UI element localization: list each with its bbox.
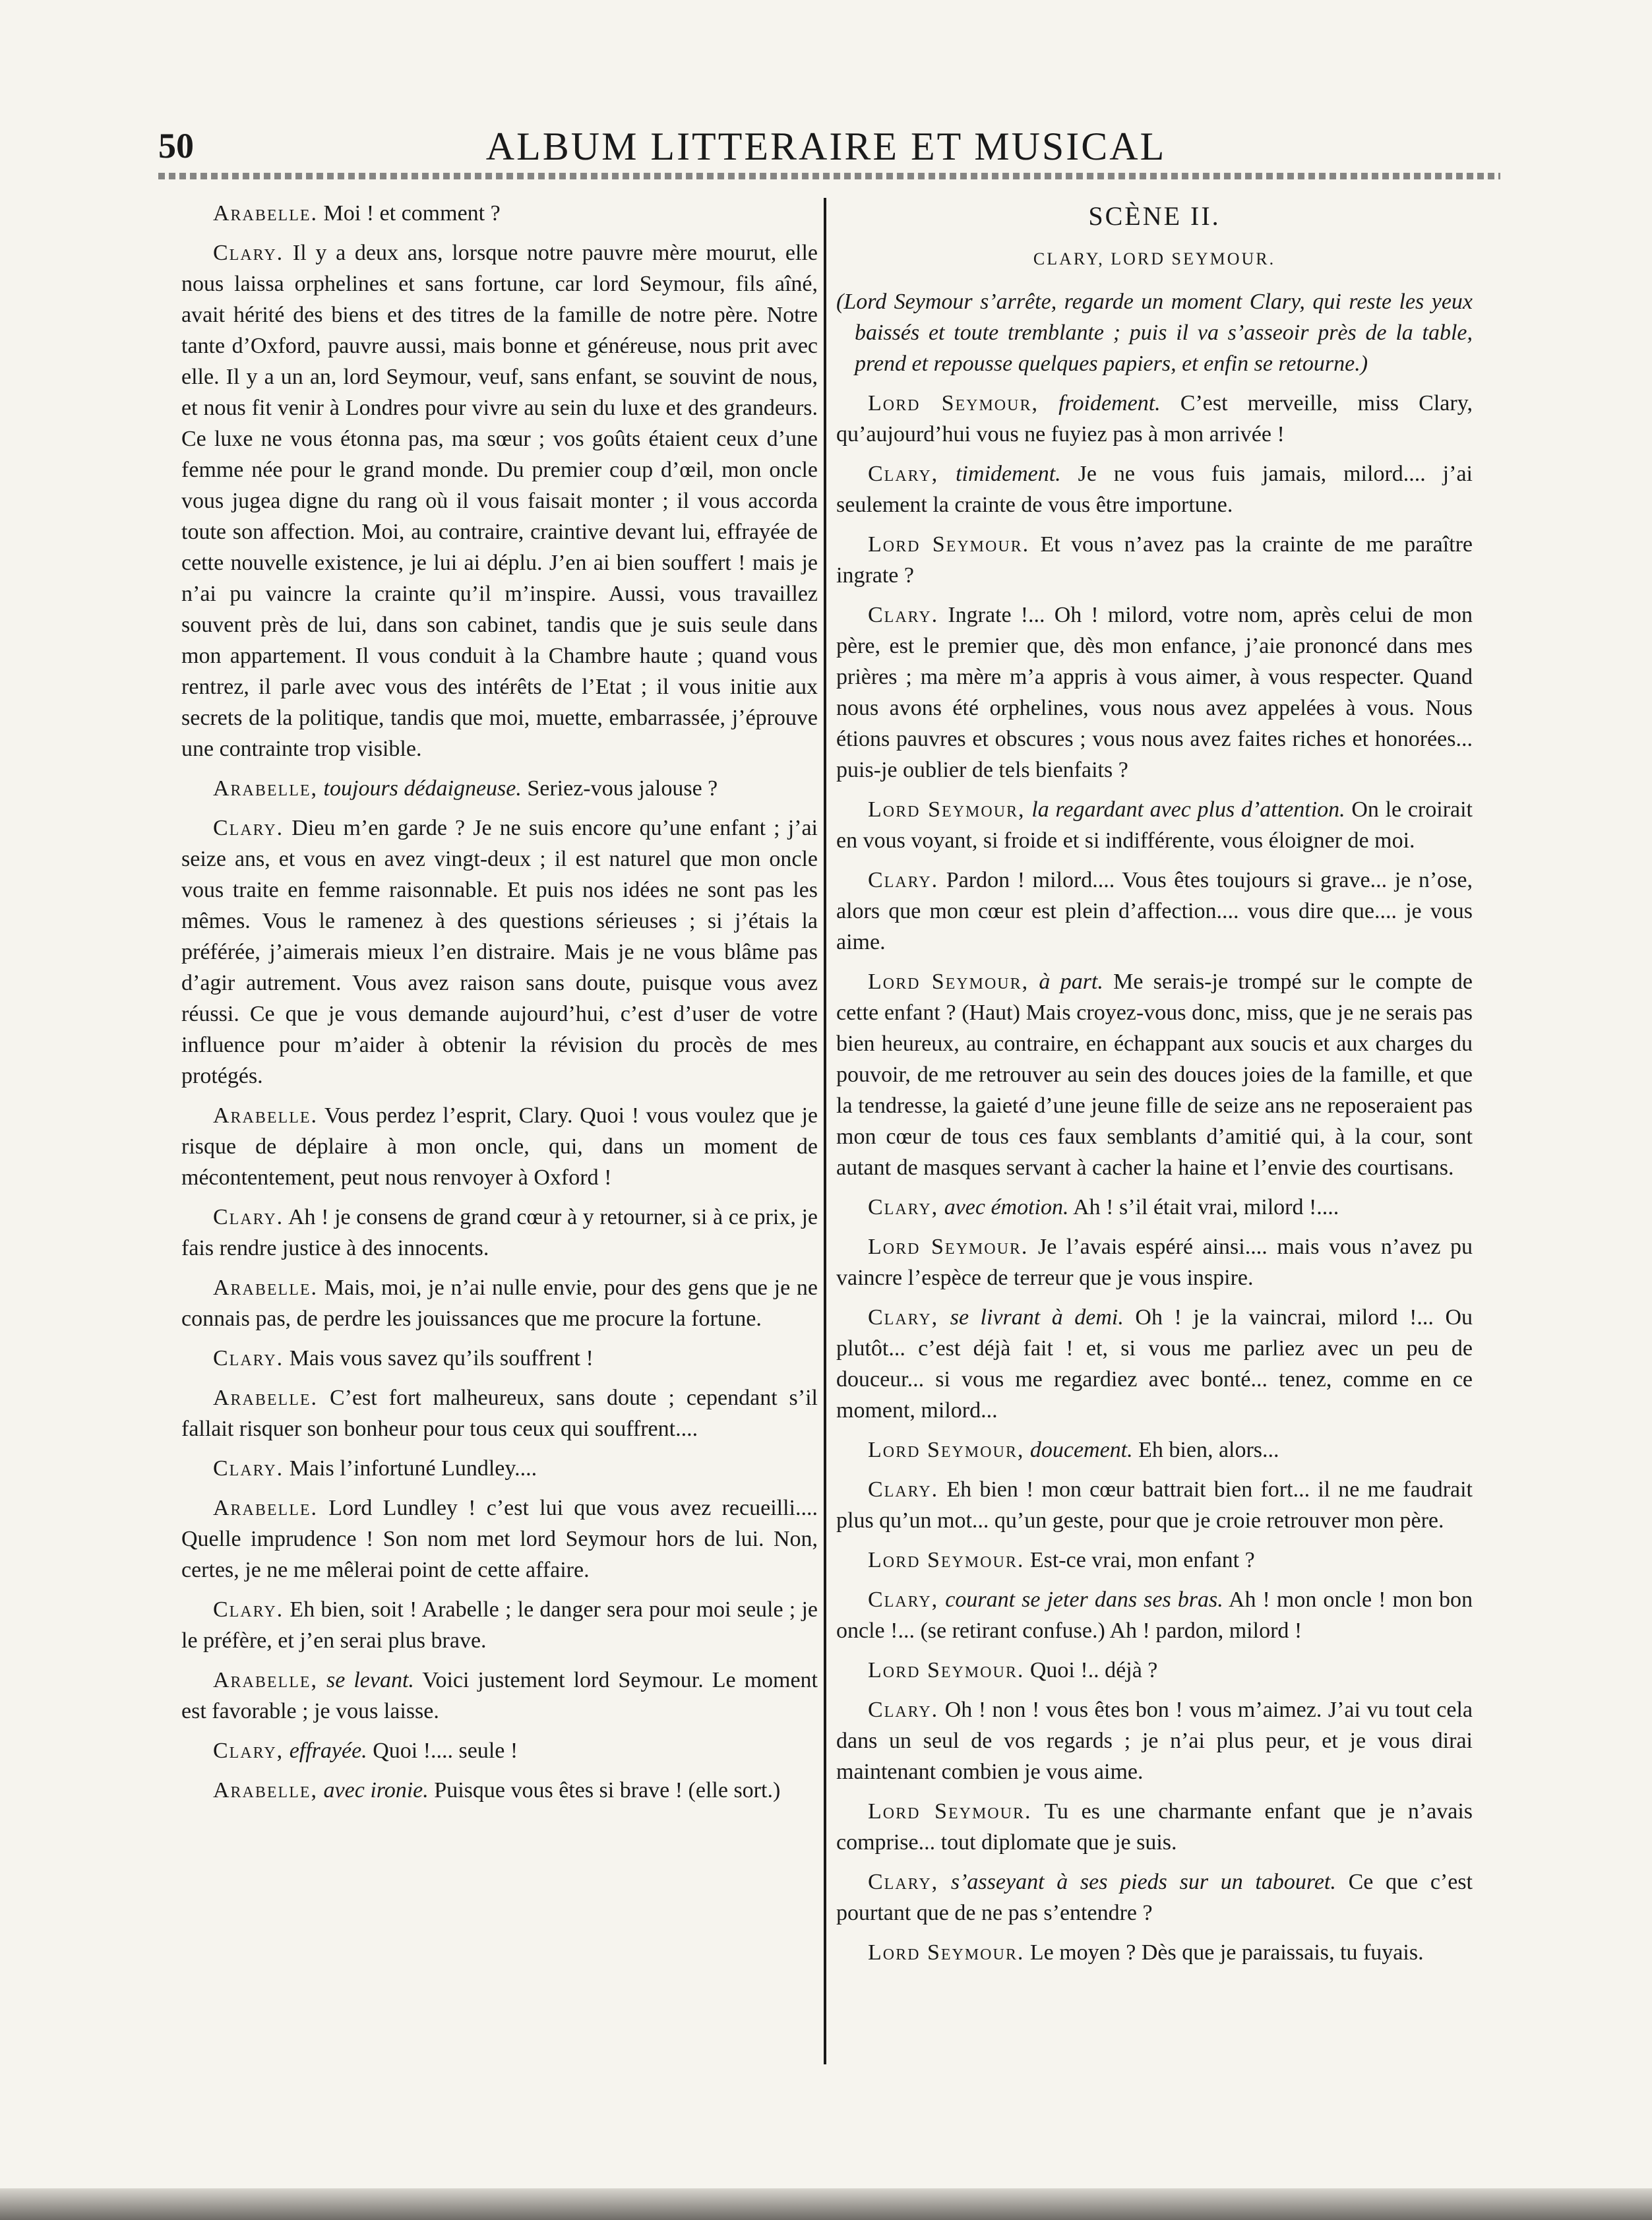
speaker-name: Lord Seymour. (868, 1235, 1029, 1259)
speaker-name: Clary. (213, 1205, 284, 1229)
dialogue-line (836, 794, 1473, 856)
dialogue-line (836, 458, 1473, 520)
stage-note: effrayée. (289, 1739, 367, 1763)
stage-note: courant se jeter dans ses bras. (945, 1588, 1223, 1612)
dialogue-line (836, 1655, 1473, 1686)
speaker-name: Arabelle, (213, 1668, 319, 1692)
dialogue-line (181, 1735, 818, 1766)
line-text: Eh bien ! mon cœur battrait bien fort... il ne me faudrait plus qu’un mot... qu’un geste, pour que je croie retrouver mon père. (836, 1477, 1473, 1533)
line-text: C’est merveille, miss Clary, qu’aujourd’hui vous ne fuyiez pas à mon arrivée ! (836, 391, 1473, 447)
speaker-name: Arabelle, (213, 776, 319, 801)
dialogue-line (836, 1192, 1473, 1223)
stage-note: froidement. (1058, 391, 1161, 416)
stage-direction: (Lord Seymour s’arrête, regarde un moment Clary, qui reste les yeux baissés et toute tremblante ; puis il va s’asseoir près de la table, prend et repousse quelques papiers, et enfin se retourne.) (836, 290, 1473, 376)
dialogue-line (836, 1302, 1473, 1426)
dialogue-line (836, 1584, 1473, 1646)
line-text: Quoi !.. déjà ? (1029, 1658, 1158, 1682)
page-number: 50 (158, 126, 194, 166)
dialogue-line (836, 1866, 1473, 1928)
left-column (181, 198, 818, 1814)
line-text: Le moyen ? Dès que je paraissais, tu fuyais. (1029, 1940, 1424, 1965)
dialogue-line (181, 237, 818, 764)
line-text: C’est fort malheureux, sans doute ; cependant s’il fallait risquer son bonheur pour tous ceux qui souffrent.... (181, 1386, 818, 1441)
speaker-name: Clary, (868, 1870, 939, 1894)
speaker-name: Clary. (213, 816, 284, 840)
line-text: Quoi !.... seule ! (373, 1739, 518, 1763)
dialogue-line (836, 1474, 1473, 1536)
running-title: ALBUM LITTERAIRE ET MUSICAL (485, 125, 1167, 168)
dialogue-line (181, 1202, 818, 1264)
page-bottom-edge (0, 2188, 1652, 2220)
speaker-name: Lord Seymour, (868, 1438, 1025, 1462)
dialogue-line (836, 1545, 1473, 1576)
dialogue-line (181, 1100, 818, 1193)
speaker-name: Clary, (868, 1305, 939, 1330)
line-text: Oh ! non ! vous êtes bon ! vous m’aimez. J’ai vu tout cela dans un seul de vos regards ; je n’ai plus peur, et je vous dirai maintenant combien je vous aime. (836, 1698, 1473, 1784)
line-text: Dieu m’en garde ? Je ne suis encore qu’une enfant ; j’ai seize ans, et vous en avez vingt-deux ; il est naturel que mon oncle vous traite en femme raisonnable. Et puis nos idées ne sont pas les mêmes. Vous le ramenez à des questions sérieuses ; si j’étais la préférée, j’aimerais mieux l’en distraire. Mais je ne vous blâme pas d’agir autrement. Vous avez raison sans doute, puisque vous avez réussi. Ce que je vous demande aujourd’hui, c’est d’user de votre influence pour m’aider à obtenir la révision du procès de mes protégés. (181, 816, 818, 1088)
stage-note: doucement. (1029, 1438, 1133, 1462)
speaker-name: Lord Seymour. (868, 1658, 1025, 1682)
speaker-name: Arabelle. (213, 201, 319, 226)
line-text: Et vous n’avez pas la crainte de me paraître ingrate ? (836, 532, 1473, 588)
speaker-name: Clary, (868, 462, 939, 486)
stage-note: à part. (1039, 970, 1103, 994)
speaker-name: Clary. (213, 241, 284, 265)
dialogue-line (836, 388, 1473, 450)
line-text: Tu es une charmante enfant que je n’avais comprise... tout diplomate que je suis. (836, 1799, 1473, 1855)
speaker-name: Arabelle. (213, 1276, 319, 1300)
right-column (836, 198, 1473, 1977)
line-text: Mais vous savez qu’ils souffrent ! (289, 1346, 594, 1371)
line-text: Me serais-je trompé sur le compte de cette enfant ? (Haut) Mais croyez-vous donc, miss, que je ne serais pas bien heureux, au contraire, en échappant aux soucis et aux charges du pouvoir, de me retrouver au sein des douces joies de la famille, et que la tendresse, la gaieté d’une jeune fille de seize ans ne reposeraient pas mon cœur de tous ces faux semblants d’amitié qui, à la cour, sont autant de masques servant à cacher la haine et l’envie des courtisans. (836, 970, 1473, 1180)
header-rule (158, 173, 1500, 179)
dialogue-line (836, 966, 1473, 1183)
stage-note: toujours dédaigneuse. (323, 776, 522, 801)
speaker-name: Lord Seymour, (868, 797, 1025, 822)
line-text: Pardon ! milord.... Vous êtes toujours si grave... je n’ose, alors que mon cœur est plein d’affection.... vous dire que.... je vous aime. (836, 868, 1473, 954)
line-text: Je l’avais espéré ainsi.... mais vous n’avez pu vaincre l’espèce de terreur que je vous inspire. (836, 1235, 1473, 1290)
dialogue-line (836, 1231, 1473, 1293)
line-text: Ingrate !... Oh ! milord, votre nom, après celui de mon père, est le premier que, dès mon enfance, j’aie prononcé dans mes prières ; ma mère m’a appris à vous aimer, à vous respecter. Quand nous avons été orphelines, vous nous avez appelées à vous. Nous étions pauvres et obscures ; vous nous avez faites riches et honorées... puis-je oublier de tels bienfaits ? (836, 603, 1473, 782)
speaker-name: Lord Seymour. (868, 1940, 1025, 1965)
stage-note: se levant. (326, 1668, 414, 1692)
line-text: Ah ! mon oncle ! mon bon oncle !... (se retirant confuse.) Ah ! pardon, milord ! (836, 1588, 1473, 1643)
column-divider (824, 198, 826, 2064)
line-text: Puisque vous êtes si brave ! (elle sort.) (434, 1778, 781, 1803)
dialogue-line (181, 1775, 818, 1806)
line-text: Ah ! s’il était vrai, milord !.... (1073, 1195, 1339, 1219)
speaker-name: Arabelle, (213, 1778, 319, 1803)
line-text: Ce que c’est pourtant que de ne pas s’entendre ? (836, 1870, 1473, 1925)
dialogue-line (836, 1694, 1473, 1787)
scene-title: SCÈNE II. (1088, 201, 1221, 231)
stage-note: s’asseyant à ses pieds sur un tabouret. (950, 1870, 1336, 1894)
speaker-name: Clary. (213, 1597, 284, 1622)
scene-characters: CLARY, LORD SEYMOUR. (1033, 249, 1276, 268)
speaker-name: Arabelle. (213, 1496, 319, 1520)
speaker-name: Lord Seymour, (868, 391, 1039, 416)
line-text: Seriez-vous jalouse ? (527, 776, 718, 801)
dialogue-line (836, 600, 1473, 786)
line-text: Eh bien, alors... (1138, 1438, 1279, 1462)
stage-note: avec émotion. (944, 1195, 1069, 1219)
dialogue-line (181, 198, 818, 229)
dialogue-line (836, 529, 1473, 591)
line-text: Vous perdez l’esprit, Clary. Quoi ! vous voulez que je risque de déplaire à mon oncle, qui, dans un moment de mécontentement, peut nous renvoyer à Oxford ! (181, 1103, 818, 1190)
line-text: Je ne vous fuis jamais, milord.... j’ai seulement la crainte de vous être importune. (836, 462, 1473, 517)
line-text: Lord Lundley ! c’est lui que vous avez recueilli.... Quelle imprudence ! Son nom met lord Seymour hors de lui. Non, certes, je ne me mêlerai point de cette affaire. (181, 1496, 818, 1582)
dialogue-line (836, 865, 1473, 958)
stage-note: avec ironie. (323, 1778, 429, 1803)
speaker-name: Lord Seymour. (868, 532, 1030, 557)
line-text: Moi ! et comment ? (323, 201, 501, 226)
speaker-name: Lord Seymour, (868, 970, 1029, 994)
speaker-name: Clary, (213, 1739, 284, 1763)
line-text: Mais, moi, je n’ai nulle envie, pour des gens que je ne connais pas, de perdre les jouissances que me procure la fortune. (181, 1276, 818, 1331)
line-text: Est-ce vrai, mon enfant ? (1029, 1548, 1255, 1572)
line-text: On le croirait en vous voyant, si froide et si indifférente, vous éloigner de moi. (836, 797, 1473, 853)
dialogue-line (836, 1434, 1473, 1465)
line-text: Eh bien, soit ! Arabelle ; le danger sera pour moi seule ; je le préfère, et j’en serai plus brave. (181, 1597, 818, 1653)
speaker-name: Lord Seymour. (868, 1799, 1032, 1824)
speaker-name: Lord Seymour. (868, 1548, 1025, 1572)
speaker-name: Arabelle. (213, 1103, 319, 1128)
right-dialogue (836, 388, 1473, 1968)
dialogue-line (836, 1796, 1473, 1858)
speaker-name: Clary. (868, 868, 939, 892)
dialogue-line (181, 1665, 818, 1727)
speaker-name: Clary, (868, 1195, 939, 1219)
dialogue-line (181, 813, 818, 1092)
dialogue-line (181, 1382, 818, 1444)
speaker-name: Arabelle. (213, 1386, 319, 1410)
speaker-name: Clary. (868, 1698, 939, 1722)
line-text: Mais l’infortuné Lundley.... (289, 1456, 537, 1481)
speaker-name: Clary. (213, 1346, 284, 1371)
dialogue-line (181, 1453, 818, 1484)
speaker-name: Clary. (868, 603, 939, 627)
speaker-name: Clary. (868, 1477, 939, 1502)
speaker-name: Clary, (868, 1588, 939, 1612)
line-text: Il y a deux ans, lorsque notre pauvre mère mourut, elle nous laissa orphelines et sans fortune, car lord Seymour, fils aîné, avait hérité des biens et des titres de la famille de notre père. Notre tante d’Oxford, pauvre aussi, mais bonne et généreuse, nous prit avec elle. Il y a un an, lord Seymour, veuf, sans enfant, se souvint de nous, et nous fit venir à Londres pour vivre au sein du luxe et des grandeurs. Ce luxe ne vous étonna pas, ma sœur ; vos goûts étaient ceux d’une femme née pour le grand monde. Du premier coup d’œil, mon oncle vous jugea digne du rang où il vous faisait monter ; il vous accorda toute son affection. Moi, au contraire, craintive devant lui, effrayée de cette nouvelle existence, je lui ai déplu. J’en ai bien souffert ! mais je n’ai pu vaincre la crainte qu’il m’inspire. Aussi, vous travaillez souvent près de lui, dans son cabinet, tandis que je suis seule dans mon appartement. Il vous conduit à la Chambre haute ; quand vous rentrez, il parle avec vous des intérêts de l’Etat ; il vous initie aux secrets de la politique, tandis que moi, muette, embarrassée, j’éprouve une contrainte trop visible. (181, 241, 818, 761)
dialogue-line (181, 1493, 818, 1586)
dialogue-line (181, 1594, 818, 1656)
line-text: Oh ! je la vaincrai, milord !... Ou plutôt... c’est déjà fait ! et, si vous me parliez avec un peu de douceur... si vous me regardiez avec bonté... tenez, comme en ce moment, milord... (836, 1305, 1473, 1423)
dialogue-line (181, 1343, 818, 1374)
stage-note: timidement. (956, 462, 1061, 486)
dialogue-line (836, 1937, 1473, 1968)
stage-note: se livrant à demi. (950, 1305, 1124, 1330)
dialogue-line (181, 773, 818, 804)
speaker-name: Clary. (213, 1456, 284, 1481)
line-text: Voici justement lord Seymour. Le moment est favorable ; je vous laisse. (181, 1668, 818, 1723)
line-text: Ah ! je consens de grand cœur à y retourner, si à ce prix, je fais rendre justice à des innocents. (181, 1205, 818, 1260)
stage-note: la regardant avec plus d’attention. (1031, 797, 1345, 822)
dialogue-line (181, 1272, 818, 1334)
